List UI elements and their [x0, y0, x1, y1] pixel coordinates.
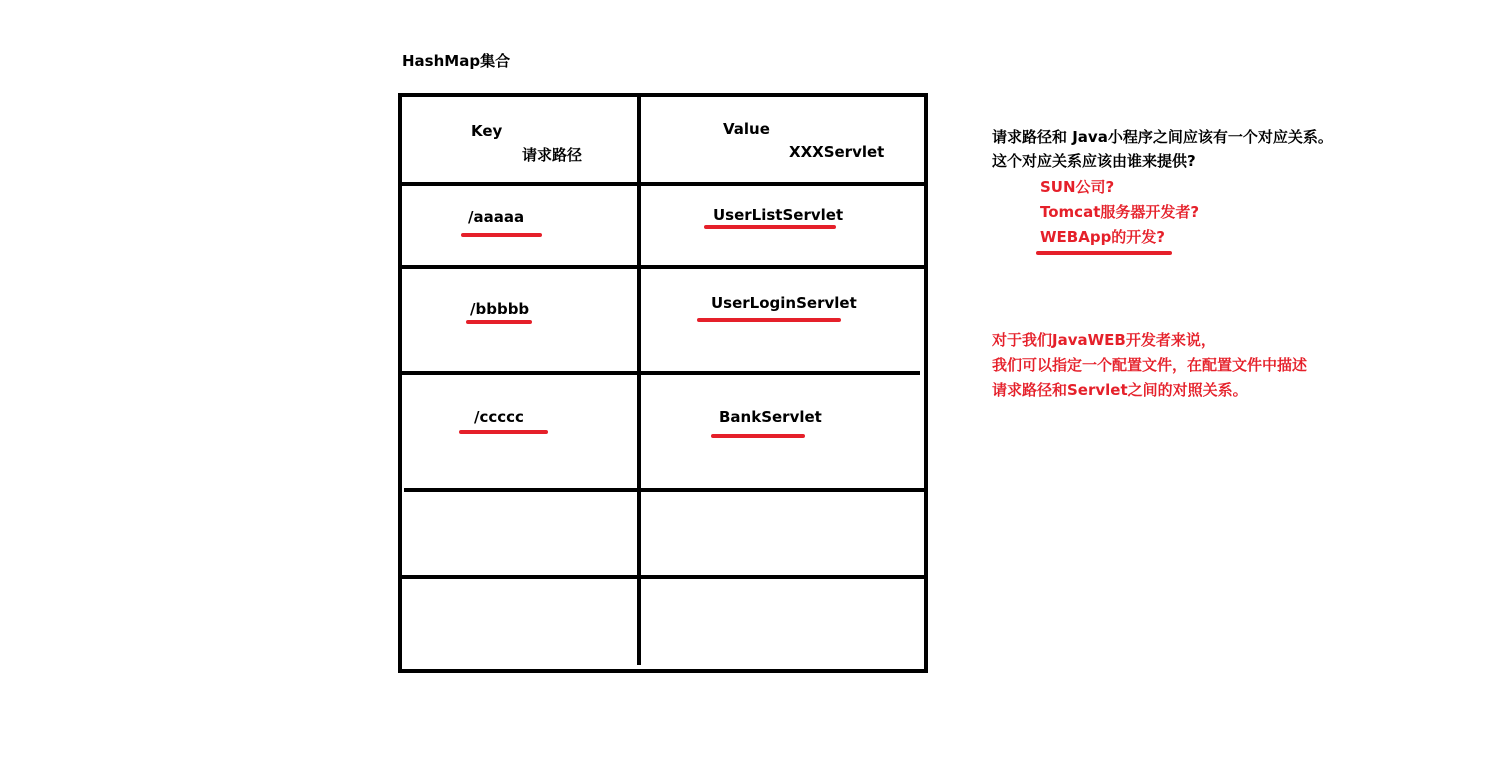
question-line-2: 这个对应关系应该由谁来提供?	[992, 152, 1196, 170]
row-divider	[402, 371, 920, 375]
header-key-label: Key	[471, 122, 503, 140]
row-key: /aaaaa	[468, 208, 525, 226]
key-underline	[461, 233, 542, 237]
answer-line: 请求路径和Servlet之间的对照关系。	[992, 381, 1248, 399]
row-divider	[400, 182, 924, 186]
value-underline	[704, 225, 836, 229]
row-divider	[400, 265, 924, 269]
column-divider	[637, 95, 641, 665]
option-item: WEBApp的开发?	[1040, 228, 1166, 246]
option-item: SUN公司?	[1040, 178, 1115, 196]
header-value-label: Value	[723, 120, 770, 138]
row-key: /bbbbb	[470, 300, 530, 318]
row-key: /ccccc	[474, 408, 524, 426]
row-divider	[400, 575, 924, 579]
row-divider	[404, 488, 928, 492]
diagram-title: HashMap集合	[402, 52, 511, 70]
table-frame	[398, 93, 928, 673]
question-line-1: 请求路径和 Java小程序之间应该有一个对应关系。	[992, 128, 1333, 146]
row-value: UserListServlet	[713, 206, 844, 224]
key-underline	[466, 320, 532, 324]
header-key-desc: 请求路径	[522, 146, 583, 164]
header-value-desc: XXXServlet	[789, 143, 885, 161]
row-value: UserLoginServlet	[711, 294, 857, 312]
row-value: BankServlet	[719, 408, 822, 426]
answer-line: 我们可以指定一个配置文件，在配置文件中描述	[992, 356, 1308, 374]
answer-underline	[1036, 251, 1172, 255]
answer-line: 对于我们JavaWEB开发者来说，	[992, 331, 1216, 349]
option-item: Tomcat服务器开发者?	[1040, 203, 1200, 221]
key-underline	[459, 430, 548, 434]
value-underline	[697, 318, 841, 322]
value-underline	[711, 434, 805, 438]
